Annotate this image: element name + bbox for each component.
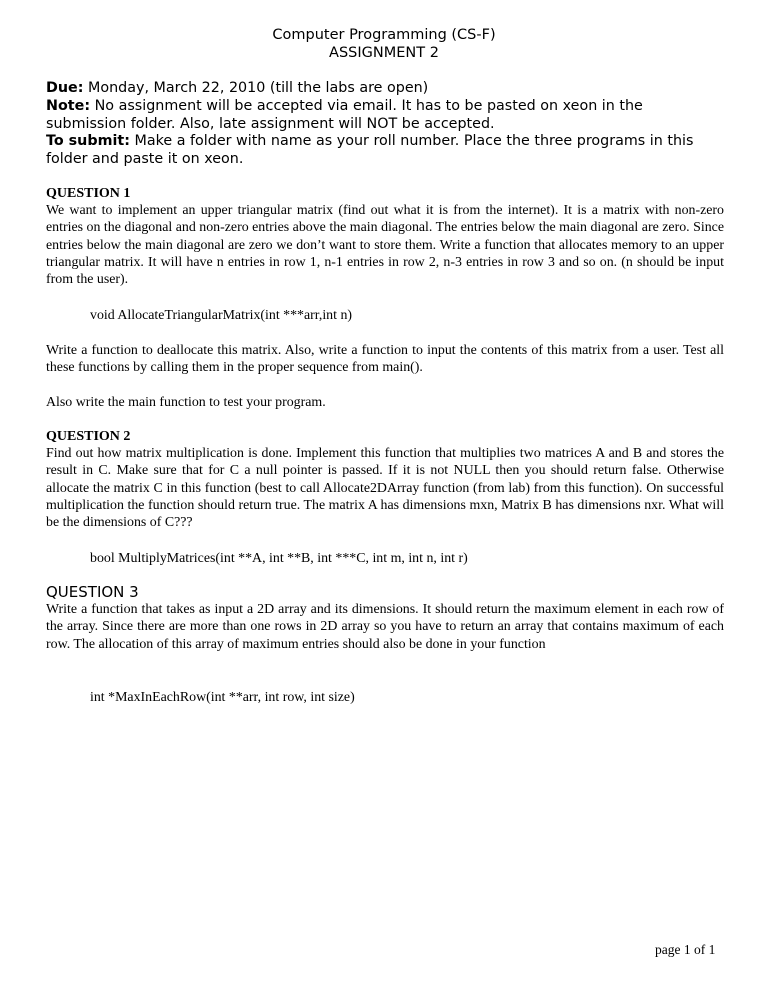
question1-code: void AllocateTriangularMatrix(int ***arr,int n) [90,308,353,323]
question3-heading: QUESTION 3 [46,583,139,601]
submit-line [46,133,726,168]
question2-paragraph-1: Find out how matrix multiplication is done. Implement this function that multiplies two matrices A and B and stores the result in C. Make sure that for C a null pointer is passed. If it is not NULL then you should return false. Otherwise allocate the matrix C in this function (best to call Allocate2DArray function (from lab) from this function). On successful multiplication the function should return true. The matrix A has dimensions mxn, Matrix B has dimensions nxr. What will be the dimensions of C??? [46,446,724,531]
question1-paragraph-2: Write a function to deallocate this matrix. Also, write a function to input the contents of this matrix from a user. Test all these functions by calling them in the proper sequence from main(). [46,343,724,376]
question1-paragraph-1: We want to implement an upper triangular matrix (find out what it is from the internet). It is a matrix with non-zero entries on the diagonal and non-zero entries above the main diagonal. The entries below the main diagonal are zero. Since entries below the main diagonal are zero we don’t want to store them. Write a function that allocates memory to an upper triangular matrix. It will have n entries in row 1, n-1 entries in row 2, n-3 entries in row 3 and so on. (n should be input from the user). [46,203,724,288]
submit-text: Make a folder with name as your roll number. Place the three programs in this folder and paste it on xeon. [46,133,694,167]
assignment-title: ASSIGNMENT 2 [329,45,439,61]
page-number: page 1 of 1 [655,942,716,957]
course-title: Computer Programming (CS-F) [272,27,496,43]
question3-code: int *MaxInEachRow(int **arr, int row, int size) [90,690,355,705]
due-line [46,80,726,98]
question1-heading: QUESTION 1 [46,186,131,201]
question2-heading: QUESTION 2 [46,429,131,444]
due-label: Due: [46,80,84,96]
note-text: No assignment will be accepted via email. It has to be pasted on xeon in the submission folder. Also, late assignment will NOT be accepted. [46,98,643,132]
question2-code: bool MultiplyMatrices(int **A, int **B, int ***C, int m, int n, int r) [90,551,468,566]
due-text: Monday, March 22, 2010 (till the labs are open) [83,80,429,96]
note-line [46,98,726,133]
question1-paragraph-3: Also write the main function to test your program. [46,395,326,410]
submit-label: To submit: [46,133,130,149]
note-label: Note: [46,98,91,114]
question3-paragraph-1: Write a function that takes as input a 2D array and its dimensions. It should return the maximum element in each row of the array. Since there are more than one rows in 2D array so you have to return an array that contains maximum of each row. The allocation of this array of maximum entries should also be done in your function [46,602,724,652]
